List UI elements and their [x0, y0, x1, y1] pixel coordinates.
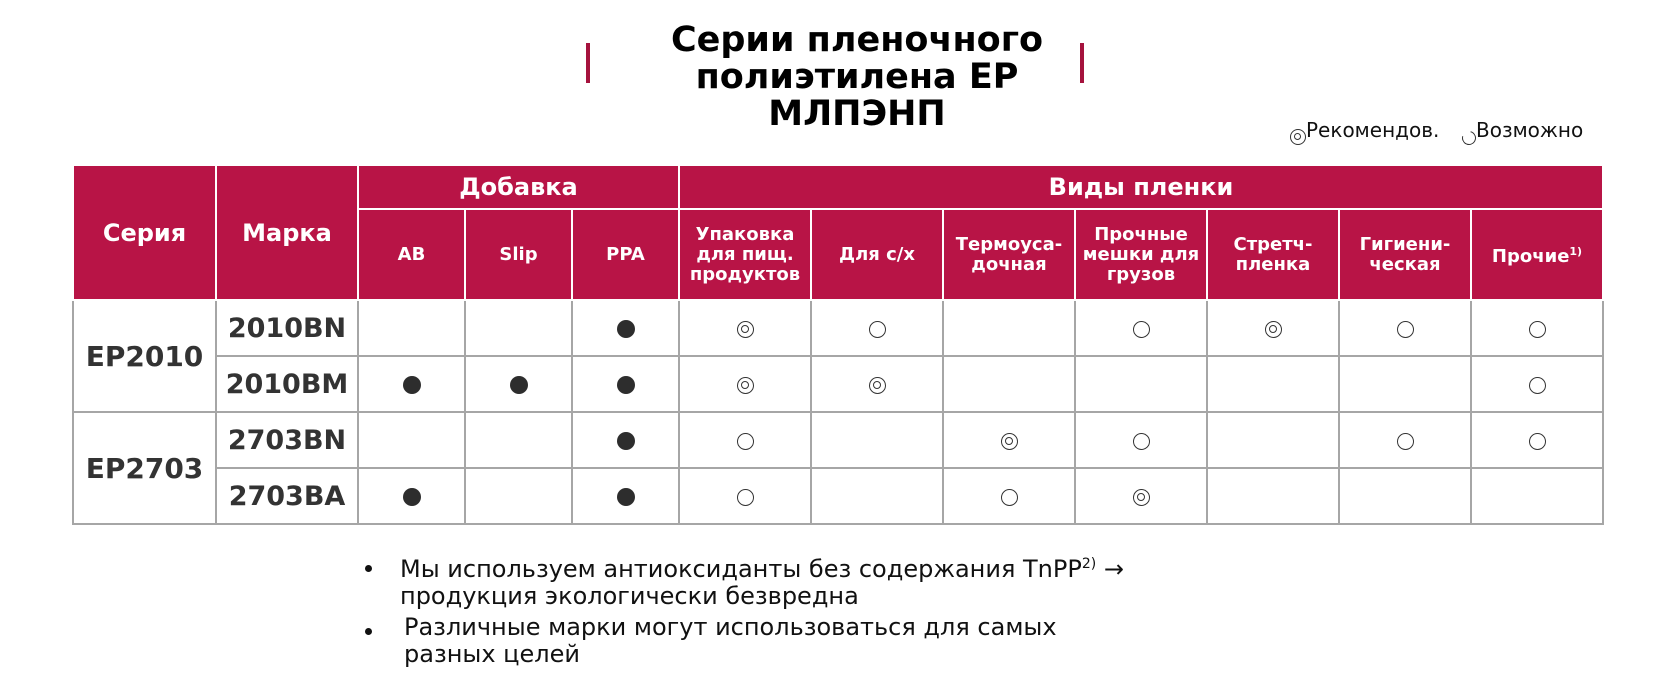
- header-additive-ab: AB: [358, 209, 465, 300]
- header-film-type-line: Стретч-: [1233, 233, 1313, 255]
- header-film-type-line: Упаковка: [695, 223, 795, 245]
- footnotes: [365, 551, 1124, 668]
- brand-cell: 2010BN: [216, 300, 358, 356]
- open-circle-icon: [737, 489, 754, 506]
- header-film-type-line: Прочные: [1094, 223, 1188, 245]
- double-circle-icon: [869, 377, 886, 394]
- table-cell: [943, 412, 1075, 468]
- brand-cell: 2703BA: [216, 468, 358, 524]
- double-circle-icon: [737, 321, 754, 338]
- table-row: [73, 300, 1603, 356]
- brand-cell: 2010BM: [216, 356, 358, 412]
- table-cell: [465, 300, 572, 356]
- table-cell: [465, 356, 572, 412]
- footnote-line-1: [404, 614, 1124, 641]
- table-row: [73, 412, 1603, 468]
- open-circle-icon: [1133, 433, 1150, 450]
- table-cell: [1207, 412, 1339, 468]
- table-cell: [1075, 356, 1207, 412]
- table-cell: [465, 468, 572, 524]
- open-circle-icon: [869, 321, 886, 338]
- open-circle-icon: [1001, 489, 1018, 506]
- header-additive-ppa: PPA: [572, 209, 679, 300]
- header-film-type-line: Для с/х: [839, 243, 915, 265]
- table-cell: [358, 468, 465, 524]
- series-cell: EP2010: [73, 300, 216, 412]
- table-cell: [1471, 300, 1603, 356]
- title-line-3: МЛПЭНП: [768, 94, 946, 134]
- title-accent-bar-right: [1080, 43, 1084, 83]
- header-film-group: Виды пленки: [679, 165, 1603, 209]
- header-film-type-7: [1471, 209, 1603, 300]
- header-film-type-line: ческая: [1369, 253, 1441, 275]
- table-cell: [1471, 356, 1603, 412]
- table-cell: [1075, 300, 1207, 356]
- header-film-type-6: [1339, 209, 1471, 300]
- table-cell: [358, 300, 465, 356]
- header-film-type-line: для пищ.: [696, 243, 794, 265]
- header-film-type-line: продуктов: [689, 263, 801, 285]
- title-line-2: полиэтилена EP: [695, 57, 1019, 97]
- legend-possible-label: Возможно: [1476, 118, 1584, 142]
- table-cell: [358, 412, 465, 468]
- table-cell: [811, 468, 943, 524]
- table-cell: [1339, 356, 1471, 412]
- table-row: [73, 356, 1603, 412]
- header-film-type-text: Прочие: [1491, 246, 1570, 267]
- footnote-item: [365, 614, 1124, 668]
- footnote-marker: 1): [1569, 245, 1583, 258]
- page-title: [660, 22, 1054, 133]
- filled-dot-icon: [617, 488, 635, 506]
- table-cell: [943, 468, 1075, 524]
- header-film-type-line: пленка: [1235, 253, 1311, 275]
- arrow-icon: →: [1096, 555, 1124, 583]
- legend-possible: [1462, 118, 1583, 142]
- table-cell: [811, 412, 943, 468]
- table-row: [73, 468, 1603, 524]
- header-film-type-line: дочная: [971, 253, 1047, 275]
- open-circle-icon: [737, 433, 754, 450]
- footnote-text: Различные марки могут использоваться для самых: [404, 613, 1057, 641]
- filled-dot-icon: [510, 376, 528, 394]
- open-circle-icon: [1529, 433, 1546, 450]
- filled-dot-icon: [617, 432, 635, 450]
- table-cell: [1207, 300, 1339, 356]
- bullet-icon: [365, 628, 372, 635]
- footnote-text: Мы используем антиоксиданты без содержания TnPP: [400, 555, 1082, 583]
- brand-cell: 2703BN: [216, 412, 358, 468]
- table-cell: [679, 356, 811, 412]
- double-circle-icon: [1290, 129, 1306, 145]
- header-film-type-line: Гигиени-: [1359, 233, 1451, 255]
- table-cell: [572, 412, 679, 468]
- header-film-type-line: грузов: [1106, 263, 1176, 285]
- filled-dot-icon: [617, 320, 635, 338]
- table-cell: [465, 412, 572, 468]
- header-additive-slip: Slip: [465, 209, 572, 300]
- table-cell: [358, 356, 465, 412]
- header-film-type-4: [1075, 209, 1207, 300]
- title-accent-bar-left: [586, 43, 590, 83]
- table-cell: [572, 468, 679, 524]
- table-cell: [679, 412, 811, 468]
- header-film-type-line: мешки для: [1082, 243, 1200, 265]
- table-cell: [1207, 356, 1339, 412]
- table-cell: [1075, 412, 1207, 468]
- open-circle-icon: [1397, 321, 1414, 338]
- open-circle-icon: [1133, 321, 1150, 338]
- header-film-type-5: [1207, 209, 1339, 300]
- double-circle-icon: [1133, 489, 1150, 506]
- table-cell: [572, 356, 679, 412]
- film-grades-table: [72, 164, 1604, 525]
- title-line-1: Серии пленочного: [670, 20, 1044, 60]
- footnote-line-2: разных целей: [404, 640, 580, 668]
- footnote-marker: 2): [1081, 556, 1097, 572]
- header-film-type-1: [679, 209, 811, 300]
- header-brand: Марка: [216, 165, 358, 300]
- table-cell: [1339, 412, 1471, 468]
- table-cell: [679, 468, 811, 524]
- filled-dot-icon: [403, 488, 421, 506]
- open-circle-icon: [1529, 377, 1546, 394]
- series-cell: EP2703: [73, 412, 216, 524]
- open-circle-icon: [1529, 321, 1546, 338]
- table-cell: [572, 300, 679, 356]
- table-cell: [1471, 468, 1603, 524]
- header-series: Серия: [73, 165, 216, 300]
- footnote-item: [365, 551, 1124, 610]
- header-film-type-2: [811, 209, 943, 300]
- table-cell: [811, 356, 943, 412]
- double-circle-icon: [737, 377, 754, 394]
- table-cell: [679, 300, 811, 356]
- table-cell: [1339, 300, 1471, 356]
- table-cell: [1471, 412, 1603, 468]
- filled-dot-icon: [617, 376, 635, 394]
- footnote-line-2: продукция экологически безвредна: [400, 582, 859, 610]
- footnote-line-1: [400, 551, 1124, 583]
- table-cell: [943, 356, 1075, 412]
- open-circle-icon: [1397, 433, 1414, 450]
- header-additive-group: Добавка: [358, 165, 679, 209]
- legend-recommended-label: Рекомендов.: [1306, 118, 1440, 142]
- header-film-type-line: [1472, 242, 1602, 267]
- legend-recommended: [1290, 118, 1439, 142]
- table-cell: [1339, 468, 1471, 524]
- header-film-type-3: [943, 209, 1075, 300]
- filled-dot-icon: [403, 376, 421, 394]
- double-circle-icon: [1265, 321, 1282, 338]
- bullet-icon: [365, 565, 372, 572]
- header-film-type-line: Термоуса-: [955, 233, 1063, 255]
- table-cell: [1075, 468, 1207, 524]
- table-cell: [1207, 468, 1339, 524]
- table-cell: [943, 300, 1075, 356]
- table-cell: [811, 300, 943, 356]
- double-circle-icon: [1001, 433, 1018, 450]
